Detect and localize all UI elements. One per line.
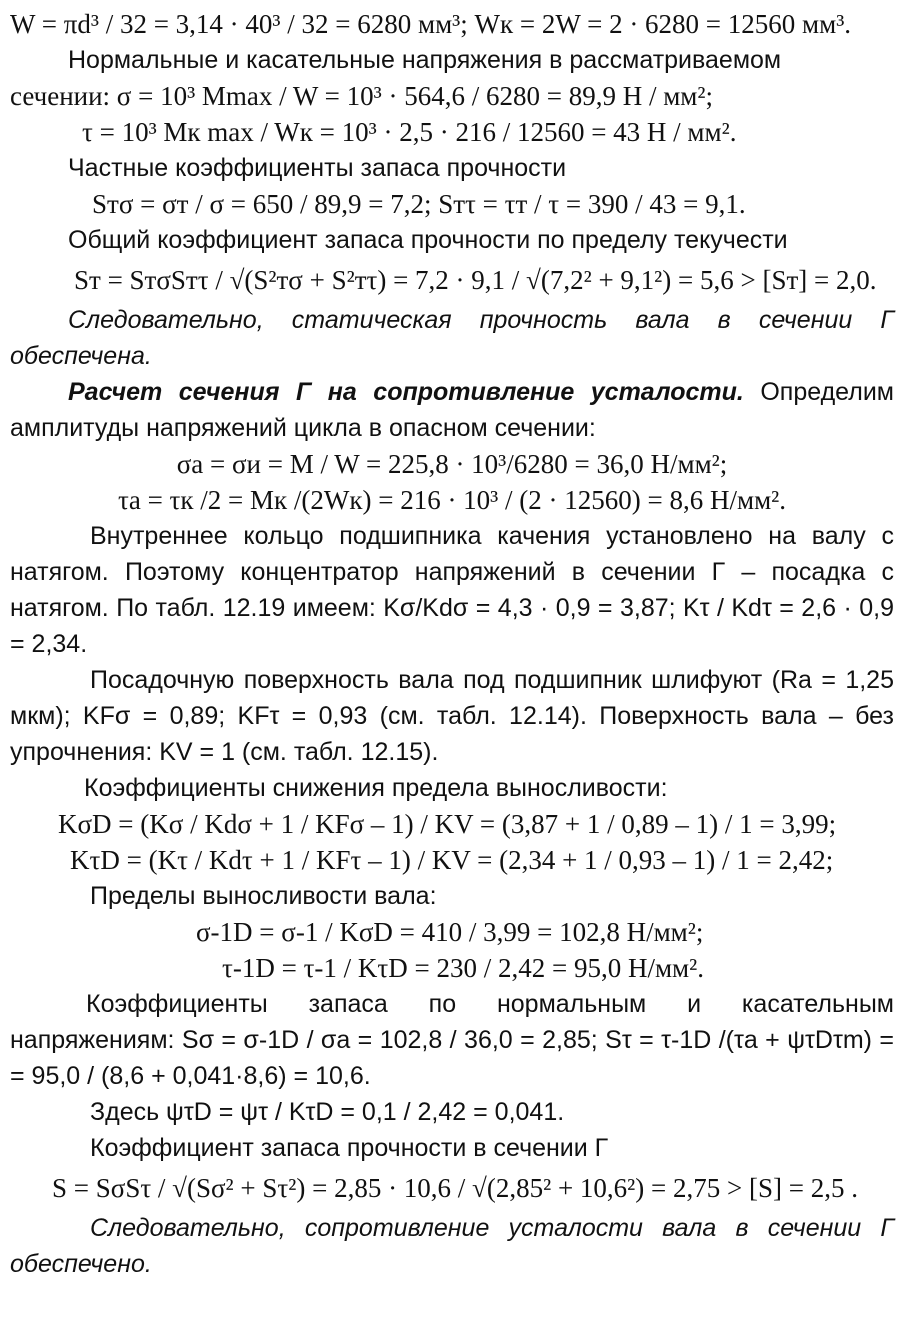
paragraph-endurance-limits: Пределы выносливости вала: [90,882,437,910]
paragraph-bearing-fit: Внутреннее кольцо подшипника качения установлено на валу с натягом. Поэтому концентратор напряжений в сечении Г – посадка с натягом. По табл. 12.19 имеем: Kσ/Kdσ = 4,3 · 0,9 = 3,87; Kτ / Kdτ = 2,6 · 0,9 = 2,34. [10,522,894,658]
paragraph-final-coefficient: Коэффициент запаса прочности в сечении Г [90,1134,609,1162]
formula-tau-endurance: τ-1D = τ-1 / KτD = 230 / 2,42 = 95,0 Н/мм². [222,953,704,983]
paragraph-partial-coefficients: Частные коэффициенты запаса прочности [68,154,567,182]
section-fatigue-text: Определим амплитуды напряжений цикла в опасном сечении: [10,378,894,442]
formula-k-tau-d: KτD = (Kτ / Kdτ + 1 / KFτ – 1) / KV = (2,34 + 1 / 0,93 – 1) / 1 = 2,42; [70,845,834,875]
paragraph-safety-factors: Коэффициенты запаса по нормальным и касательным напряжениям: Sσ = σ-1D / σa = 102,8 / 36,0 = 2,85; Sτ = τ-1D /(τa + ψτDτm) = = 95,0 / (8,6 + 0,041·8,6) = 10,6. [10,990,894,1090]
formula-sigma-endurance: σ-1D = σ-1 / KσD = 410 / 3,99 = 102,8 Н/мм²; [196,917,704,947]
formula-section-modulus: W = πd³ / 32 = 3,14 · 40³ / 32 = 6280 мм³; Wк = 2W = 2 · 6280 = 12560 мм³. [10,9,852,39]
paragraph-reduction-coefficients: Коэффициенты снижения предела выносливости: [84,774,668,802]
formula-sigma-amplitude: σa = σи = M / W = 225,8 · 10³/6280 = 36,0 Н/мм²; [176,449,728,479]
paragraph-surface-grinding: Посадочную поверхность вала под подшипник шлифуют (Ra = 1,25 мкм); KFσ = 0,89; KFτ = 0,93 (см. табл. 12.14). Поверхность вала – без упрочнения: KV = 1 (см. табл. 12.15). [10,666,894,766]
formula-shear-stress: τ = 10³ Mк max / Wк = 10³ · 2,5 · 216 / 12560 = 43 Н / мм². [82,117,737,147]
formula-final-coefficient: S = SσSτ / √(Sσ² + Sτ²) = 2,85 · 10,6 / √(2,85² + 10,6²) = 2,75 > [S] = 2,5 . [52,1173,858,1203]
formula-normal-stress: сечении: σ = 10³ Mmax / W = 10³ · 564,6 / 6280 = 89,9 Н / мм²; [10,81,713,111]
formula-tau-amplitude: τa = τк /2 = Mк /(2Wк) = 216 · 10³ / (2 · 12560) = 8,6 Н/мм². [118,485,786,515]
formula-total-coefficient: Sт = SтσSтτ / √(S²тσ + S²тτ) = 7,2 · 9,1 / √(7,2² + 9,1²) = 5,6 > [Sт] = 2,0. [74,265,877,295]
paragraph-stresses-intro: Нормальные и касательные напряжения в рассматриваемом [68,46,782,74]
section-fatigue [10,374,894,446]
formula-partial-coefficients: Sтσ = σт / σ = 650 / 89,9 = 7,2; Sтτ = τт / τ = 390 / 43 = 9,1. [92,189,746,219]
conclusion-fatigue-strength: Следовательно, сопротивление усталости вала в сечении Г обеспечено. [10,1214,894,1278]
conclusion-static-strength: Следовательно, статическая прочность вала в сечении Г обеспечена. [10,306,894,370]
formula-k-sigma-d: KσD = (Kσ / Kdσ + 1 / KFσ – 1) / KV = (3,87 + 1 / 0,89 – 1) / 1 = 3,99; [58,809,837,839]
formula-psi: Здесь ψτD = ψτ / KτD = 0,1 / 2,42 = 0,041. [90,1098,565,1126]
paragraph-total-coefficient: Общий коэффициент запаса прочности по пределу текучести [68,226,788,254]
section-fatigue-heading: Расчет сечения Г на сопротивление усталости. [68,378,744,406]
